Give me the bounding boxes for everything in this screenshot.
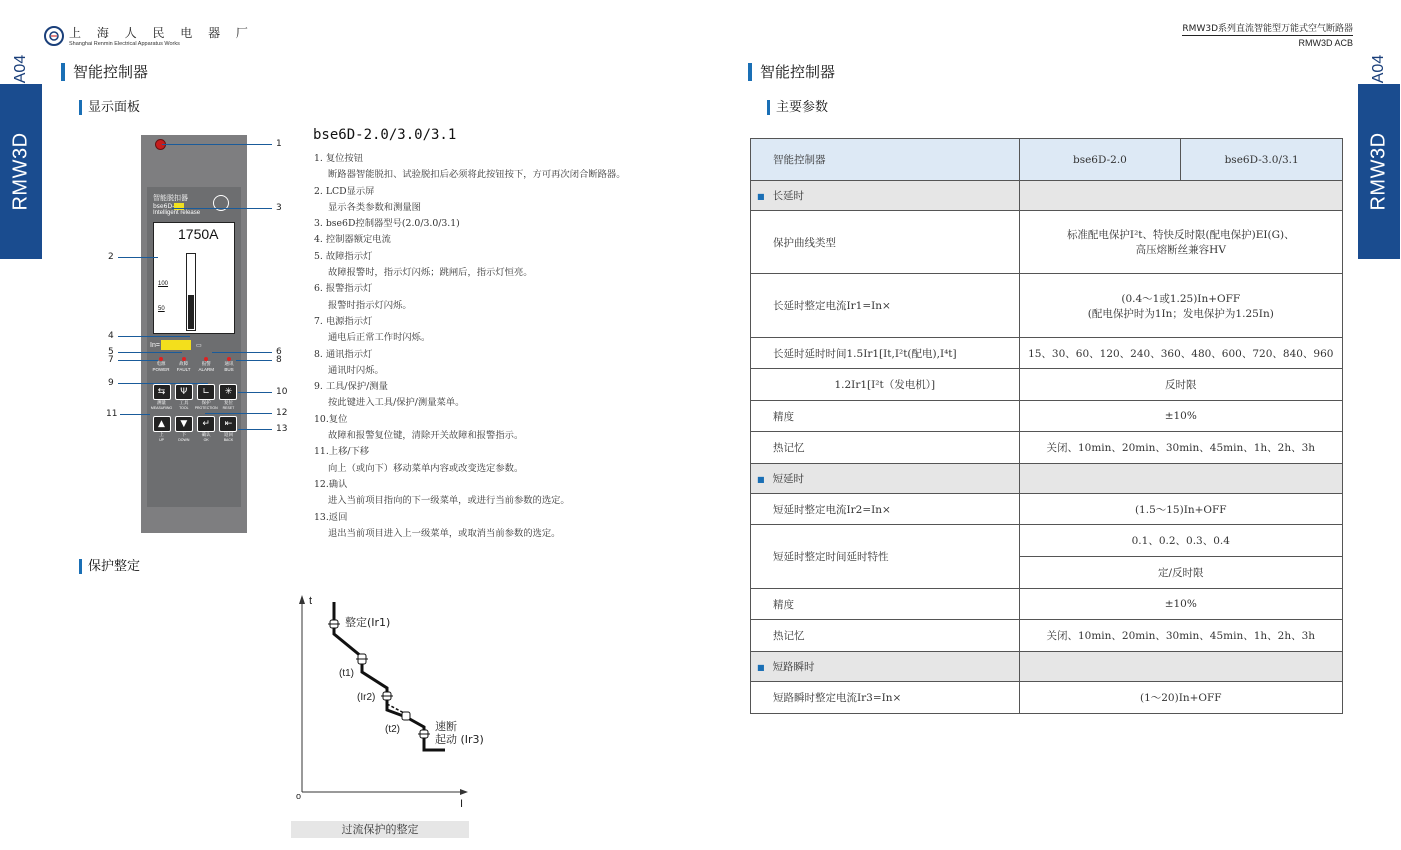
desc-text: 故障和报警复位键，清除开关故障和报警指示。	[328, 430, 524, 442]
ok-key[interactable]	[196, 416, 217, 442]
brand-model-text: bse6D-	[153, 203, 175, 210]
callout-line-2	[118, 257, 158, 258]
params-table-wrap	[750, 138, 1343, 714]
in-label: In=	[150, 341, 160, 349]
marker-ir3	[418, 730, 430, 738]
row-label: 精度	[751, 401, 1020, 432]
led-cn: 报警	[201, 362, 211, 367]
callout-line-4	[118, 336, 190, 337]
desc-item-13	[314, 510, 694, 543]
callout-7: 7	[108, 355, 114, 365]
section-blank	[1019, 181, 1342, 211]
row-value: 0.1、0.2、0.3、0.4	[1019, 525, 1342, 557]
brand-en: Intelligent release	[153, 210, 201, 216]
protection-key[interactable]	[196, 384, 217, 410]
key-cn: 确认	[201, 433, 211, 438]
callout-line-8	[236, 360, 272, 361]
section-blank	[1019, 464, 1342, 494]
key-cn: 上	[159, 433, 164, 438]
section-label: 短延时	[772, 473, 805, 485]
ir3-label-b: 起动 (Ir3)	[435, 733, 484, 746]
led-en: FAULT	[176, 367, 191, 372]
desc-text: 按此键进入工具/保护/测量菜单。	[328, 397, 465, 409]
row-label: 短延时整定电流Ir2=In×	[751, 494, 1020, 525]
row-value	[1019, 211, 1342, 274]
desc-text: 退出当前项目进入上一级菜单，或取消当前参数的选定。	[328, 527, 561, 539]
marker-ir2	[381, 692, 393, 700]
marker-t1	[356, 654, 368, 664]
desc-text: 显示各类参数和测量图	[328, 201, 421, 213]
callout-5: 5	[108, 347, 114, 357]
led-en: ALARM	[198, 367, 215, 372]
lcd-value: 1750A	[178, 226, 219, 242]
ir2-label: (Ir2)	[357, 692, 376, 703]
desc-text: 通电后正常工作时闪烁。	[328, 332, 431, 344]
protection-icon: ∟	[197, 384, 215, 400]
company-logo	[44, 24, 254, 47]
key-en: OK	[203, 438, 209, 442]
key-en: BACK	[223, 438, 234, 442]
desc-title: 1. 复位按钮	[314, 153, 364, 164]
lcd-bar-fill	[188, 295, 194, 329]
key-en: PROTECTION	[194, 406, 218, 410]
desc-text: 报警时指示灯闪烁。	[328, 299, 412, 311]
row-label: 1.2Ir1[I²t（发电机）]	[751, 369, 1020, 401]
bullet-icon: ■	[757, 192, 765, 201]
series-header	[1182, 21, 1353, 48]
callout-line-1	[162, 144, 272, 145]
series-title: RMW3D系列直流智能型万能式空气断路器	[1182, 21, 1353, 36]
callout-line-7	[118, 360, 158, 361]
origin-label: o	[296, 791, 302, 801]
table-row	[751, 494, 1343, 525]
row-label: 精度	[751, 589, 1020, 620]
panel-title: 显示面板	[79, 100, 140, 115]
protect-title: 保护整定	[79, 559, 140, 574]
params-table	[750, 138, 1343, 714]
row-label: 热记忆	[751, 620, 1020, 652]
desc-item-1	[314, 151, 694, 184]
key-cn: 测量	[157, 401, 166, 406]
t1-label: (t1)	[339, 668, 354, 679]
key-cn: 保护	[201, 401, 211, 406]
controller-panel	[141, 135, 247, 533]
marker-t2	[402, 712, 410, 720]
callout-6: 6	[276, 347, 282, 357]
callout-9: 9	[108, 378, 114, 388]
callout-line-9	[118, 383, 208, 384]
desc-item-3	[314, 216, 694, 232]
section-row-short	[751, 464, 1343, 494]
desc-title: 3. bse6D控制器型号(2.0/3.0/3.1)	[314, 218, 460, 230]
key-cn: 复位	[223, 401, 233, 406]
table-row	[751, 525, 1343, 557]
section-cell	[751, 652, 1020, 682]
measure-key[interactable]	[151, 384, 172, 410]
callout-line-5	[118, 352, 182, 353]
table-row	[751, 620, 1343, 652]
callout-line-3	[172, 208, 272, 209]
table-row	[751, 589, 1343, 620]
key-en: RESET	[222, 406, 235, 410]
page-code-right	[1358, 52, 1400, 86]
model-tab-text: RMW3D	[9, 132, 32, 211]
desc-title: 12.确认	[314, 478, 348, 490]
section-row-long	[751, 181, 1343, 211]
lcd-screen	[153, 222, 235, 334]
desc-text: 向上（或向下）移动菜单内容或改变选定参数。	[328, 462, 524, 474]
section-label: 短路瞬时	[772, 661, 815, 673]
tool-key[interactable]	[173, 384, 194, 410]
section-blank	[1019, 652, 1342, 682]
protection-curve-diagram	[290, 592, 490, 812]
row-value-line: 高压熔断丝兼容HV	[1135, 244, 1226, 256]
series-subtitle: RMW3D ACB	[1298, 38, 1353, 48]
desc-item-5	[314, 249, 694, 282]
table-row	[751, 369, 1343, 401]
desc-title: 6. 报警指示灯	[314, 283, 373, 295]
page-code-text: A04	[1370, 54, 1387, 84]
section-row-inst	[751, 652, 1343, 682]
ir1-label: 整定(Ir1)	[345, 616, 391, 629]
desc-title: 9. 工具/保护/测量	[314, 381, 388, 393]
callout-line-10	[238, 392, 272, 393]
led-cn: 通讯	[224, 362, 234, 367]
desc-item-8	[314, 347, 694, 380]
row-value: 关闭、10min、20min、30min、45min、1h、2h、3h	[1019, 432, 1342, 464]
table-row	[751, 274, 1343, 338]
page-code-text: A04	[12, 54, 29, 84]
desc-item-12	[314, 477, 694, 510]
scale-100: 100	[158, 281, 169, 287]
key-en: TOOL	[179, 406, 189, 410]
back-key[interactable]	[218, 416, 239, 442]
section-label: 长延时	[772, 190, 805, 202]
panel-face	[147, 187, 241, 507]
reset-key[interactable]	[218, 384, 239, 410]
right-section-title: 智能控制器	[748, 63, 835, 81]
desc-text: 断路器智能脱扣、试验脱扣后必须将此按钮按下，方可再次闭合断路器。	[328, 169, 626, 181]
rated-current	[150, 340, 202, 350]
reset-icon: ✳	[219, 384, 237, 400]
section-cell	[751, 181, 1020, 211]
led-cn: 故障	[179, 362, 189, 367]
down-icon: ▼	[175, 416, 193, 432]
row-label: 短延时整定时间延时特性	[751, 525, 1020, 589]
measure-icon: ⇆	[153, 384, 171, 400]
left-section-title: 智能控制器	[61, 63, 148, 81]
led-en: BUS	[224, 367, 234, 372]
desc-title: 11.上移/下移	[314, 446, 370, 458]
callout-line-13	[238, 429, 272, 430]
led-cn: 电源	[156, 362, 166, 367]
company-name-en: Shanghai Renmin Electrical Apparatus Works	[69, 41, 180, 47]
callout-3: 3	[276, 203, 282, 213]
params-title: 主要参数	[767, 100, 828, 115]
t-axis-label: t	[309, 595, 313, 607]
desc-item-9	[314, 379, 694, 412]
back-icon: ⇤	[219, 416, 237, 432]
table-row	[751, 338, 1343, 369]
model-tab-text: RMW3D	[1367, 132, 1390, 211]
desc-text: 故障报警时，指示灯闪烁；跳闸后，指示灯恒亮。	[328, 267, 533, 279]
scale-50: 50	[158, 306, 165, 312]
desc-title: 8. 通讯指示灯	[314, 348, 373, 360]
desc-title: 7. 电源指示灯	[314, 315, 373, 327]
led-alarm	[196, 357, 216, 372]
callout-1: 1	[276, 139, 282, 149]
model-heading: bse6D-2.0/3.0/3.1	[313, 127, 457, 143]
table-row	[751, 401, 1343, 432]
desc-text: 进入当前项目指向的下一级菜单，或进行当前参数的选定。	[328, 495, 570, 507]
i-axis-label: I	[460, 798, 464, 810]
marker-ir1	[328, 620, 340, 628]
desc-item-10	[314, 412, 694, 445]
callout-11: 11	[106, 409, 118, 419]
row-value: 定/反时限	[1019, 557, 1342, 589]
table-header-cell: 智能控制器	[751, 139, 1020, 181]
callout-10: 10	[276, 387, 288, 397]
model-tab-right	[1358, 84, 1400, 259]
callout-13: 13	[276, 424, 288, 434]
model-tab-left	[0, 84, 42, 259]
table-header-cell: bse6D-3.0/3.1	[1181, 139, 1343, 181]
table-row	[751, 682, 1343, 714]
company-name-cn: 上 海 人 民 电 器 厂	[69, 26, 254, 40]
table-row	[751, 432, 1343, 464]
callout-2: 2	[108, 252, 114, 262]
curve-caption: 过流保护的整定	[291, 821, 469, 838]
callout-line-6	[212, 352, 272, 353]
enter-icon: ↵	[197, 416, 215, 432]
up-icon: ▲	[153, 416, 171, 432]
desc-title: 13.返回	[314, 511, 348, 523]
desc-item-6	[314, 281, 694, 314]
led-en: POWER	[152, 367, 170, 372]
row-value: ±10%	[1019, 401, 1342, 432]
brand-cn: 智能脱扣器	[153, 194, 188, 202]
function-keys	[151, 384, 239, 410]
row-label: 长延时延时时间1.5Ir1[It,I²t(配电),I⁴t]	[751, 338, 1020, 369]
key-en: UP	[159, 438, 164, 442]
ir3-label-a: 速断	[435, 720, 457, 733]
led-row	[151, 357, 239, 372]
key-cn: 下	[181, 433, 187, 438]
bullet-icon: ■	[757, 475, 765, 484]
up-key[interactable]	[151, 416, 172, 442]
page-code-left	[0, 52, 42, 86]
key-cn: 工具	[179, 401, 189, 406]
row-label: 保护曲线类型	[751, 211, 1020, 274]
desc-item-2	[314, 184, 694, 217]
down-key[interactable]	[173, 416, 194, 442]
callout-line-12	[205, 413, 272, 414]
callout-4: 4	[108, 331, 114, 341]
table-header-row	[751, 139, 1343, 181]
key-cn: 返回	[223, 433, 233, 438]
desc-title: 2. LCD显示屏	[314, 185, 375, 197]
desc-text: 通讯时闪烁。	[328, 364, 384, 376]
desc-title: 10.复位	[314, 413, 348, 425]
table-header-cell: bse6D-2.0	[1019, 139, 1181, 181]
callout-line-11	[120, 414, 150, 415]
key-en: DOWN	[178, 438, 190, 442]
desc-item-4	[314, 232, 694, 248]
tool-icon: Ψ	[175, 384, 193, 400]
table-row	[751, 211, 1343, 274]
row-value	[1019, 274, 1342, 338]
logo-icon	[44, 26, 64, 46]
desc-item-11	[314, 444, 694, 477]
rated-current-window	[161, 340, 191, 350]
desc-item-7	[314, 314, 694, 347]
row-value-line: (0.4～1或1.25)In+OFF	[1121, 292, 1241, 305]
row-value: ±10%	[1019, 589, 1342, 620]
row-value-line: 标准配电保护I²t、特快反时限(配电保护)EI(G)、	[1066, 229, 1295, 241]
row-value: 15、30、60、120、240、360、480、600、720、840、960	[1019, 338, 1342, 369]
description-list	[314, 151, 694, 542]
brand-area	[153, 193, 200, 216]
lcd-bar-frame	[186, 253, 196, 331]
row-value: (1.5～15)In+OFF	[1019, 494, 1342, 525]
row-label: 长延时整定电流Ir1=In×	[751, 274, 1020, 338]
row-label: 短路瞬时整定电流Ir3=In×	[751, 682, 1020, 714]
t2-label: (t2)	[385, 724, 400, 735]
callout-12: 12	[276, 408, 288, 418]
desc-title: 5. 故障指示灯	[314, 250, 373, 262]
dc-symbol-icon: ▭	[195, 342, 202, 349]
row-label: 热记忆	[751, 432, 1020, 464]
bullet-icon: ■	[757, 663, 765, 672]
key-en: MEASURING	[150, 406, 173, 410]
navigation-keys	[151, 416, 239, 442]
row-value: 反时限	[1019, 369, 1342, 401]
row-value-line: (配电保护时为1In；发电保护为1.25In)	[1087, 307, 1274, 320]
row-value: (1～20)In+OFF	[1019, 682, 1342, 714]
row-value: 关闭、10min、20min、30min、45min、1h、2h、3h	[1019, 620, 1342, 652]
desc-title: 4. 控制器额定电流	[314, 234, 391, 246]
led-fault	[174, 357, 194, 372]
callout-8: 8	[276, 355, 282, 365]
section-cell	[751, 464, 1020, 494]
